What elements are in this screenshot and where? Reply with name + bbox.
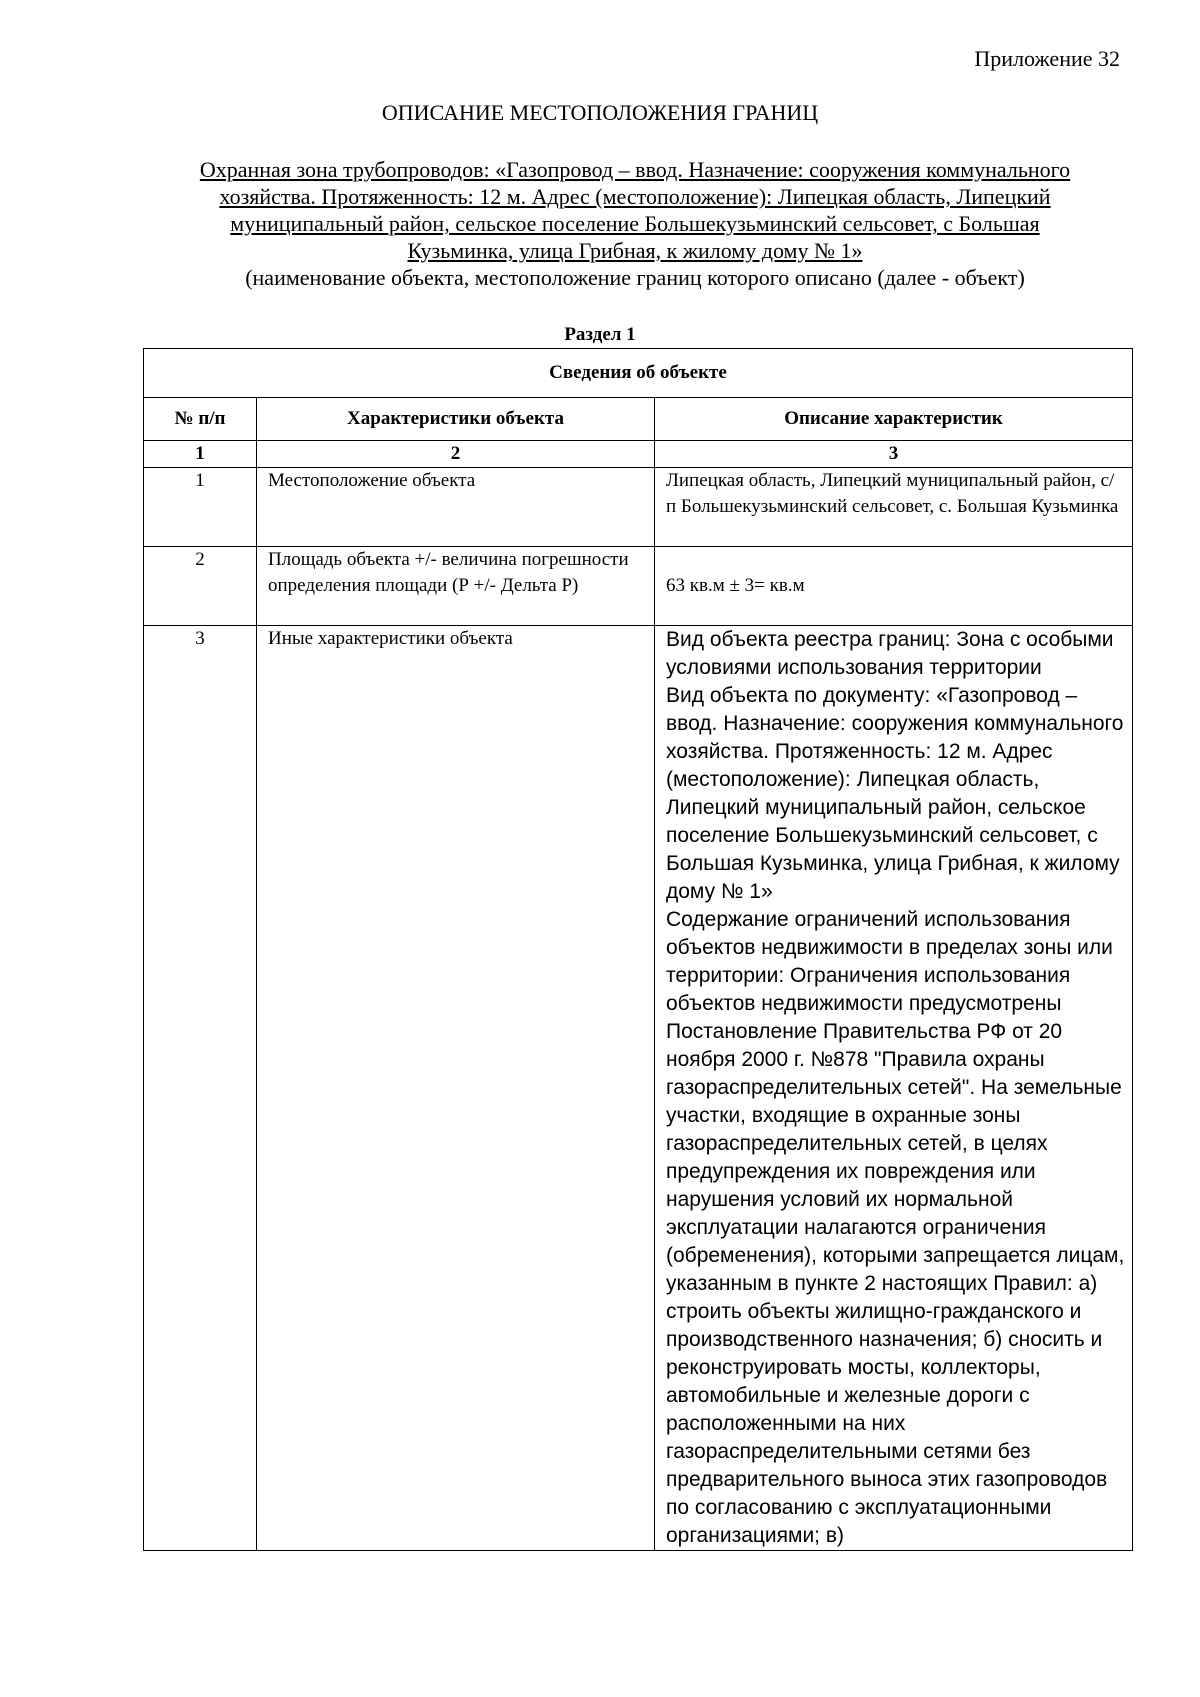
object-name-block — [140, 156, 1130, 291]
table-column-numbers-row — [144, 441, 1133, 468]
table-row — [144, 547, 1133, 626]
column-number-1: 1 — [144, 441, 257, 468]
row-characteristic: Местоположение объекта — [257, 468, 655, 547]
document-title: ОПИСАНИЕ МЕСТОПОЛОЖЕНИЯ ГРАНИЦ — [381, 100, 819, 125]
table-header-row — [144, 398, 1133, 441]
row-number: 2 — [144, 547, 257, 626]
object-info-table — [143, 348, 1133, 1551]
header-number: № п/п — [144, 398, 257, 441]
column-number-2: 2 — [257, 441, 655, 468]
row-number: 1 — [144, 468, 257, 547]
row-characteristic: Площадь объекта +/- величина погрешности определения площади (Р +/- Дельта Р) — [257, 547, 655, 626]
appendix-label: Приложение 32 — [974, 46, 1120, 71]
row-description: 63 кв.м ± 3= кв.м — [655, 547, 1133, 626]
description-part-restrictions: Содержание ограничений использования объектов недвижимости в пределах зоны или территории: Ограничения использования объектов недвижимости предусмотрены Постановление Правительства РФ от 20 ноября 2000 г. №878 "Правила охраны газораспределительных сетей". На земельные участки, входящие в охранные зоны газораспределительных сетей, в целях предупреждения их повреждения или нарушения условий их нормальной эксплуатации налагаются ограничения (обременения), которыми запрещается лицам, указанным в пункте 2 настоящих Правил: а) строить объекты жилищно-гражданского и производственного назначения; б) сносить и реконструировать мосты, коллекторы, автомобильные и железные дороги с расположенными на них газораспределительными сетями без предварительного выноса этих газопроводов по согласованию с эксплуатационными организациями; в) — [666, 908, 1125, 1547]
header-characteristic: Характеристики объекта — [257, 398, 655, 441]
table-row — [144, 468, 1133, 547]
table-caption: Сведения об объекте — [144, 349, 1133, 398]
header-description: Описание характеристик — [655, 398, 1133, 441]
table-row — [144, 626, 1133, 1551]
description-part-document-type: Вид объекта по документу: «Газопровод – ввод. Назначение: сооружения коммунального хозяйства. Протяженность: 12 м. Адрес (местоположение): Липецкая область, Липецкий муниципальный район, сельское поселение Большекузьминский сельсовет, с Большая Кузьминка, улица Грибная, к жилому дому № 1» — [666, 684, 1124, 903]
column-number-3: 3 — [655, 441, 1133, 468]
row-number: 3 — [144, 626, 257, 1551]
section-title: Раздел 1 — [564, 324, 636, 345]
row-characteristic: Иные характеристики объекта — [257, 626, 655, 1551]
object-name-line-3: муниципальный район, сельское поселение Большекузьминский сельсовет, с Большая — [230, 211, 1040, 236]
object-name-line-4: Кузьминка, улица Грибная, к жилому дому № 1» — [407, 238, 863, 263]
row-description: Липецкая область, Липецкий муниципальный район, с/п Большекузьминский сельсовет, с. Большая Кузьминка — [655, 468, 1133, 547]
object-name-line-2: хозяйства. Протяженность: 12 м. Адрес (местоположение): Липецкая область, Липецкий — [219, 184, 1051, 209]
object-name-line-1: Охранная зона трубопроводов: «Газопровод – ввод. Назначение: сооружения коммунального — [199, 157, 1071, 182]
object-name-caption: (наименование объекта, местоположение границ которого описано (далее - объект) — [245, 265, 1025, 290]
description-part-object-type: Вид объекта реестра границ: Зона с особыми условиями использования территории — [666, 628, 1114, 679]
row-description — [655, 626, 1133, 1551]
